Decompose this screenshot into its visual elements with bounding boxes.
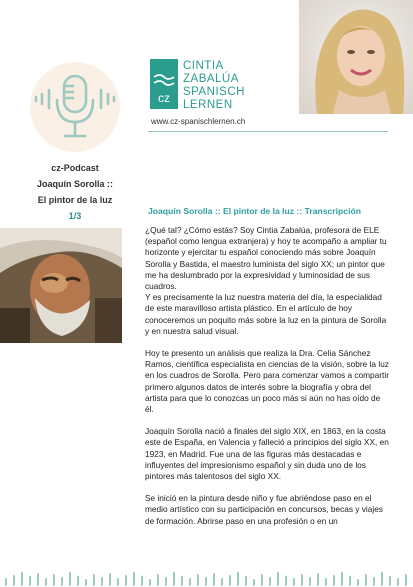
article-paragraph: Hoy te presento un análisis que realiza la Dra. Celia Sánchez Ramos, científica especialista en ciencias de la visión, sobre la luz en los cuadros de Sorolla. Pero para comenzar vamos a compartir primero algunos datos de interés sobre la biografía y obra del artista para que lo conozcas un poco más si aún no has oído de él.	[145, 348, 389, 415]
sorolla-portrait	[0, 228, 122, 343]
podcast-label: cz-Podcast	[51, 163, 99, 173]
article-title: Joaquín Sorolla :: El pintor de la luz :: Transcripción	[148, 206, 361, 216]
website-url[interactable]: www.cz-spanischlernen.ch	[151, 117, 246, 126]
author-photo	[299, 0, 413, 114]
brand-name-line: LERNEN	[183, 99, 233, 111]
article-body	[145, 225, 389, 538]
article-paragraph: ¿Qué tal? ¿Cómo estás? Soy Cintia Zabalúa, profesora de ELE (español como lengua extranjera) y hoy te acompaño a ampliar tu horizonte y ejercitar tu español conociendo más sobre Joaquín Sorolla y Bastida, el maestro luminista del siglo XX; un pintor que me ha deslumbrado por la expresividad y luminosidad de sus cuadros.	[145, 225, 387, 292]
brand-name-line: ZABALÚA	[183, 73, 239, 85]
brand-logo	[150, 59, 178, 109]
podcast-title-line1: Joaquín Sorolla ::	[36, 179, 113, 189]
article-paragraph: Y es precisamente la luz nuestra materia del día, la especialidad de este maravilloso artista plástico. En el artículo de hoy conoceremos un poquito más sobre la luz en la pintura de Sorolla y en nuestra salud visual.	[145, 292, 387, 336]
article-paragraph: Se inició en la pintura desde niño y fue abriéndose paso en el medio artístico con su participación en concursos, becas y viajes de formación. Abrirse paso en una profesión o en un	[145, 493, 383, 526]
article-paragraph: Joaquín Sorolla nació a finales del siglo XIX, en 1863, en la costa este de España, en Valencia y falleció a principios del siglo XX, en 1923, en Madrid. Fue una de las figuras más destacadas e influyentes del impresionismo español y sin duda uno de los pintores más talentosos del siglo XX.	[145, 426, 389, 482]
brand-name-line: CINTIA	[183, 60, 224, 72]
brand-name	[183, 60, 245, 112]
decorative-wave	[0, 567, 413, 587]
podcast-part: 1/3	[68, 211, 82, 221]
podcast-title-line2: El pintor de la luz	[37, 195, 113, 205]
microphone-icon	[30, 62, 120, 152]
divider	[148, 131, 388, 132]
brand-name-line: SPANISCH	[183, 86, 245, 98]
brand-monogram: cz	[158, 91, 170, 105]
podcast-badge	[30, 62, 120, 152]
